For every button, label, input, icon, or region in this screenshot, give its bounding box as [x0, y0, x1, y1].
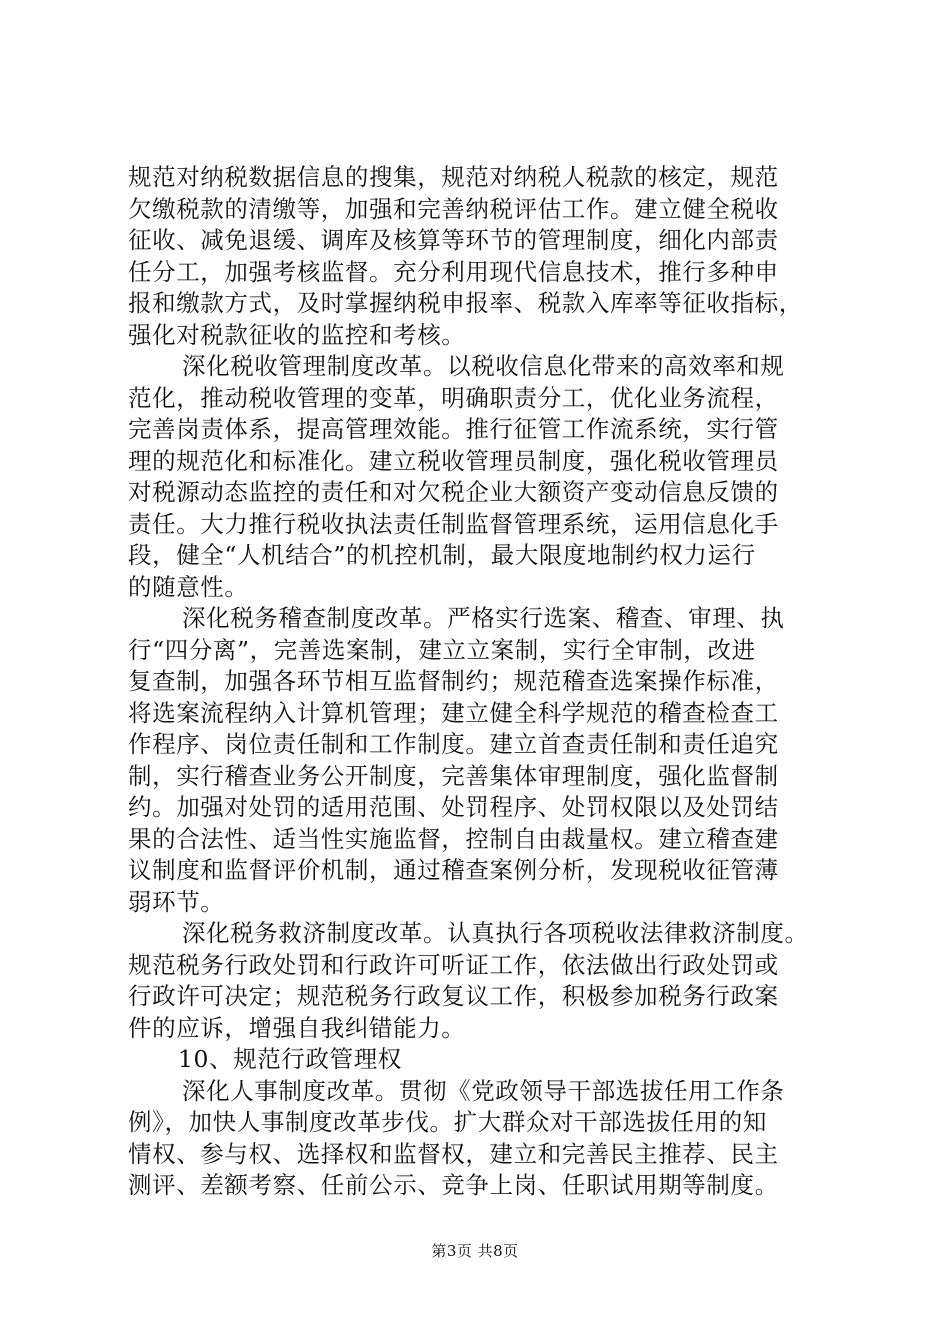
text-line: 例》，加快人事制度改革步伐。扩大群众对干部选拔任用的知 — [128, 1108, 767, 1136]
text-line: 件的应诉，增强自我纠错能力。 — [128, 1013, 466, 1042]
text-line: 行政许可决定；规范税务行政复议工作，积极参加税务行政案 — [128, 982, 779, 1010]
text-line: 强化对税款征收的监控和考核。 — [128, 320, 466, 349]
text-line: 规范对纳税数据信息的搜集，规范对纳税人税款的核定，规范 — [128, 163, 779, 191]
text-line: 的随意性。 — [128, 572, 249, 601]
text-line: 段，健全“人机结合”的机控机制，最大限度地制约权力运行 — [128, 541, 756, 569]
text-line: 行“四分离”，完善选案制，建立立案制，实行全审制，改进 — [128, 635, 756, 664]
text-line: 深化人事制度改革。贯彻《党政领导干部选拔任用工作条 — [182, 1076, 785, 1105]
text-line: 责任。大力推行税收执法责任制监督管理系统，运用信息化手 — [128, 509, 779, 538]
text-line: 征收、减免退缓、调库及核算等环节的管理制度，细化内部责 — [128, 226, 779, 254]
text-line: 将选案流程纳入计算机管理；建立健全科学规范的稽查检查工 — [128, 698, 779, 727]
text-line: 情权、参与权、选择权和监督权，建立和完善民主推荐、民主 — [128, 1139, 779, 1168]
text-line: 制，实行稽查业务公开制度，完善集体审理制度，强化监督制 — [128, 761, 779, 790]
text-line: 报和缴款方式，及时掌握纳税申报率、税款入库率等征收指标， — [128, 289, 803, 317]
text-line: 测评、差额考察、任前公示、竞争上岗、任职试用期等制度。 — [128, 1171, 779, 1199]
text-line: 深化税务稽查制度改革。严格实行选案、稽查、审理、执 — [182, 604, 785, 632]
text-line: 理的规范化和标准化。建立税收管理员制度，强化税收管理员 — [128, 446, 779, 475]
text-line: 规范税务行政处罚和行政许可听证工作，依法做出行政处罚或 — [128, 950, 779, 979]
text-line: 任分工，加强考核监督。充分利用现代信息技术，推行多种申 — [128, 257, 779, 286]
text-line: 欠缴税款的清缴等，加强和完善纳税评估工作。建立健全税收 — [128, 194, 779, 223]
text-line: 复查制，加强各环节相互监督制约；规范稽查选案操作标准， — [128, 667, 779, 695]
text-line: 议制度和监督评价机制，通过稽查案例分析，发现税收征管薄 — [128, 856, 779, 884]
text-line: 对税源动态监控的责任和对欠税企业大额资产变动信息反馈的 — [128, 478, 779, 506]
text-line: 作程序、岗位责任制和工作制度。建立首查责任制和责任追究 — [128, 730, 779, 758]
text-line: 深化税收管理制度改革。以税收信息化带来的高效率和规 — [182, 352, 785, 380]
text-line: 完善岗责体系，提高管理效能。推行征管工作流系统，实行管 — [128, 415, 779, 443]
text-line: 约。加强对处罚的适用范围、处罚程序、处罚权限以及处罚结 — [128, 793, 779, 821]
document-body — [128, 162, 834, 1202]
text-line: 弱环节。 — [128, 887, 225, 916]
page-footer: 第3页 共8页 — [431, 1242, 519, 1260]
text-line: 范化，推动税收管理的变革，明确职责分工，优化业务流程， — [128, 383, 779, 412]
text-line: 深化税务救济制度改革。认真执行各项税收法律救济制度。 — [182, 919, 809, 947]
section-heading: 10、规范行政管理权 — [178, 1045, 402, 1073]
text-line: 果的合法性、适当性实施监督，控制自由裁量权。建立稽查建 — [128, 824, 779, 853]
